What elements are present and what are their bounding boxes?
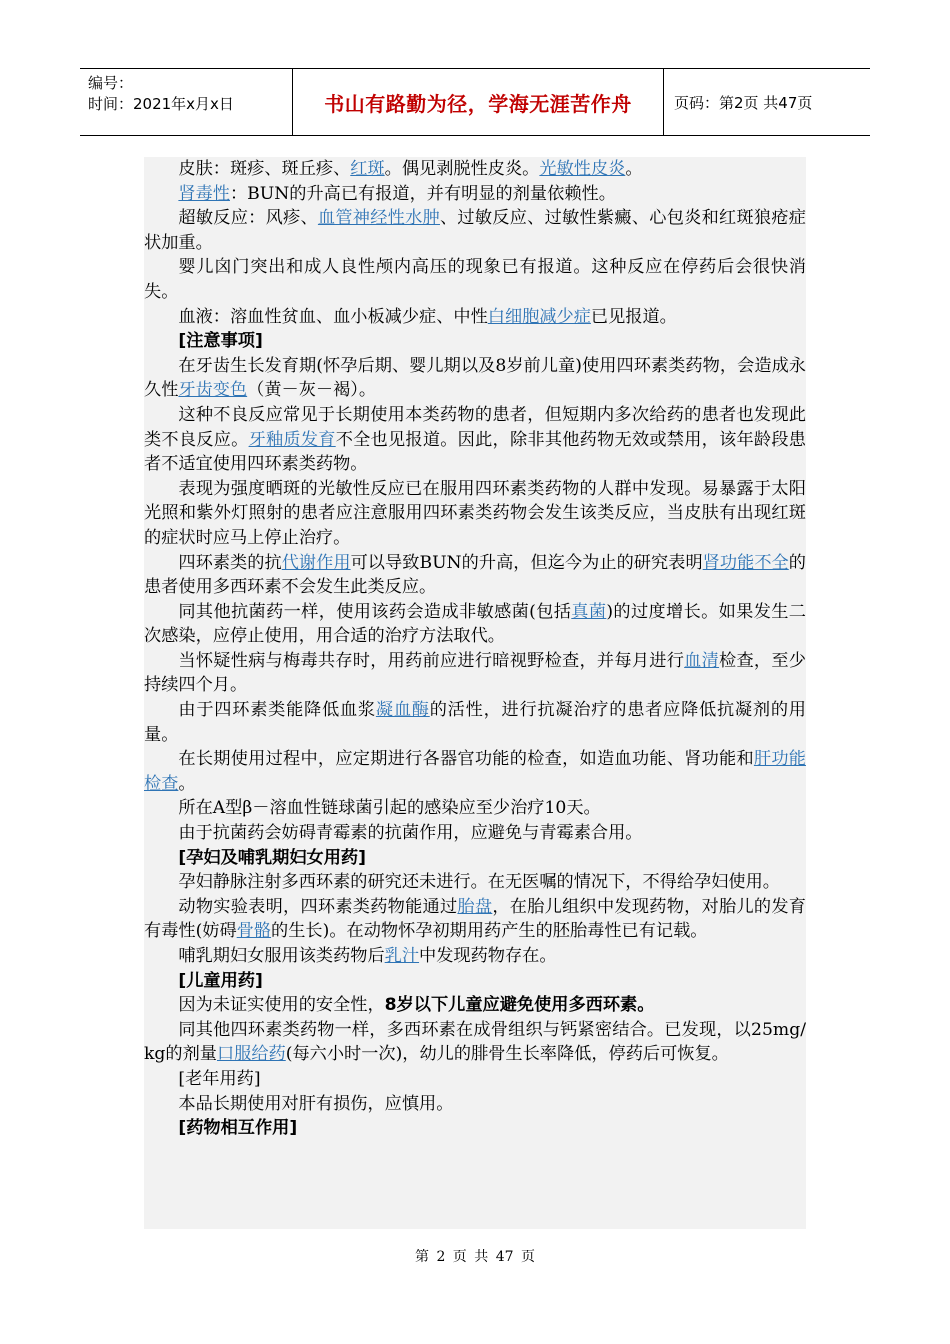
paragraph-animal-study: 动物实验表明，四环素类药物能通过胎盘，在胎儿组织中发现药物，对胎儿的发育有毒性(妨碍骨骼的生长)。在动物怀孕初期用药产生的胚胎毒性已有记载。 <box>144 896 806 942</box>
link-renal-insufficiency[interactable]: 肾功能不全 <box>702 552 789 573</box>
paragraph-breastfeeding: 哺乳期妇女服用该类药物后乳汁中发现药物存在。 <box>178 946 557 966</box>
paragraph-elderly: 本品长期使用对肝有损伤，应慎用。 <box>178 1093 454 1114</box>
document-body <box>144 157 806 1229</box>
paragraph-nephrotoxicity: 肾毒性：BUN的升高已有报道，并有明显的剂量依赖性。 <box>178 183 616 204</box>
link-liver-function-test[interactable]: 肝功能检查 <box>144 749 806 794</box>
paragraph-adverse-reaction: 这种不良反应常见于长期使用本类药物的患者，但短期内多次给药的患者也发现此类不良反应。牙釉质发育不全也见报道。因此，除非其他药物无效或禁用，该年龄段患者不适宜使用四环素类药物。 <box>144 404 806 475</box>
paragraph-blood: 血液：溶血性贫血、血小板减少症、中性白细胞减少症已见报道。 <box>178 306 677 327</box>
document-number-label: 编号： <box>88 74 134 92</box>
paragraph-fontanel: 婴儿囟门突出和成人良性颅内高压的现象已有报道。这种反应在停药后会很快消失。 <box>144 257 806 302</box>
paragraph-overgrowth: 同其他抗菌药一样，使用该药会造成非敏感菌(包括真菌)的过度增长。如果发生二次感染，应停止使用，用合适的治疗方法取代。 <box>144 601 806 647</box>
link-photosensitive-dermatitis[interactable]: 光敏性皮炎 <box>539 159 626 179</box>
link-breast-milk[interactable]: 乳汁 <box>384 946 420 966</box>
link-angioneurotic-edema[interactable]: 血管神经性水肿 <box>317 208 440 229</box>
link-leukopenia[interactable]: 白细胞减少症 <box>487 306 591 327</box>
link-serum[interactable]: 血清 <box>684 650 720 671</box>
link-bone[interactable]: 骨骼 <box>236 921 272 942</box>
section-heading-pregnancy: [孕妇及哺乳期妇女用药] <box>178 847 366 868</box>
link-oral-administration[interactable]: 口服给药 <box>216 1044 286 1065</box>
section-heading-precautions: [注意事项] <box>178 331 263 352</box>
page-footer: 第 2 页 共 47 页 <box>415 1249 535 1265</box>
paragraph-pregnant-iv: 孕妇静脉注射多西环素的研究还未进行。在无医嘱的情况下，不得给孕妇使用。 <box>178 872 780 893</box>
paragraph-children-safety: 因为未证实使用的安全性，8岁以下儿童应避免使用多西环素。 <box>178 995 655 1016</box>
bold-warning: 8岁以下儿童应避免使用多西环素。 <box>384 995 655 1016</box>
page-header <box>80 68 870 136</box>
header-page-info: 页码：第2页 共47页 <box>664 69 871 136</box>
paragraph-anticoagulant: 由于四环素类能降低血浆凝血酶的活性，进行抗凝治疗的患者应降低抗凝剂的用量。 <box>144 700 806 745</box>
section-heading-children: [儿童用药] <box>178 970 263 991</box>
paragraph-syphilis: 当怀疑性病与梅毒共存时，用药前应进行暗视野检查，并每月进行血清检查，至少持续四个月。 <box>144 650 806 696</box>
link-erythema[interactable]: 红斑 <box>350 159 385 179</box>
paragraph-tooth-development: 在牙齿生长发育期(怀孕后期、婴儿期以及8岁前儿童)使用四环素类药物，会造成永久性牙齿变色（黄－灰－褐）。 <box>144 355 806 401</box>
link-placenta[interactable]: 胎盘 <box>457 896 493 917</box>
link-enamel-development[interactable]: 牙釉质发育 <box>248 429 336 450</box>
header-meta <box>80 69 293 136</box>
paragraph-streptococcus: 所在A型β－溶血性链球菌引起的感染应至少治疗10天。 <box>178 798 601 819</box>
paragraph-antimetabolic: 四环素类的抗代谢作用可以导致BUN的升高，但迄今为止的研究表明肾功能不全的患者使用多西环素不会发生此类反应。 <box>144 552 806 598</box>
link-metabolism[interactable]: 代谢作用 <box>281 552 351 573</box>
link-thrombin[interactable]: 凝血酶 <box>375 700 430 721</box>
link-tooth-discoloration[interactable]: 牙齿变色 <box>178 380 248 401</box>
paragraph-bone-growth: 同其他四环素类药物一样，多西环素在成骨组织与钙紧密结合。已发现，以25mg/kg的剂量口服给药(每六小时一次)，幼儿的腓骨生长率降低，停药后可恢复。 <box>144 1019 806 1065</box>
section-heading-elderly: [老年用药] <box>178 1068 261 1089</box>
paragraph-penicillin: 由于抗菌药会妨碍青霉素的抗菌作用，应避免与青霉素合用。 <box>178 823 643 844</box>
paragraph-hypersensitivity: 超敏反应：风疹、血管神经性水肿、过敏反应、过敏性紫癜、心包炎和红斑狼疮症状加重。 <box>144 208 806 253</box>
paragraph-skin: 皮肤：斑疹、斑丘疹、红斑。偶见剥脱性皮炎。光敏性皮炎。 <box>178 159 643 179</box>
paragraph-organ-check: 在长期使用过程中，应定期进行各器官功能的检查，如造血功能、肾功能和肝功能检查。 <box>144 749 806 794</box>
link-nephrotoxicity[interactable]: 肾毒性 <box>178 183 230 204</box>
section-heading-interactions: [药物相互作用] <box>178 1118 298 1139</box>
link-fungi[interactable]: 真菌 <box>571 601 607 622</box>
paragraph-photosensitivity: 表现为强度晒斑的光敏性反应已在服用四环素类药物的人群中发现。易暴露于太阳光照和紫外灯照射的患者应注意服用四环素类药物会发生该类反应，当皮肤有出现红斑的症状时应马上停止治疗。 <box>144 478 806 548</box>
document-time-label: 时间：2021年x月x日 <box>88 95 234 113</box>
header-motto: 书山有路勤为径，学海无涯苦作舟 <box>293 69 664 136</box>
